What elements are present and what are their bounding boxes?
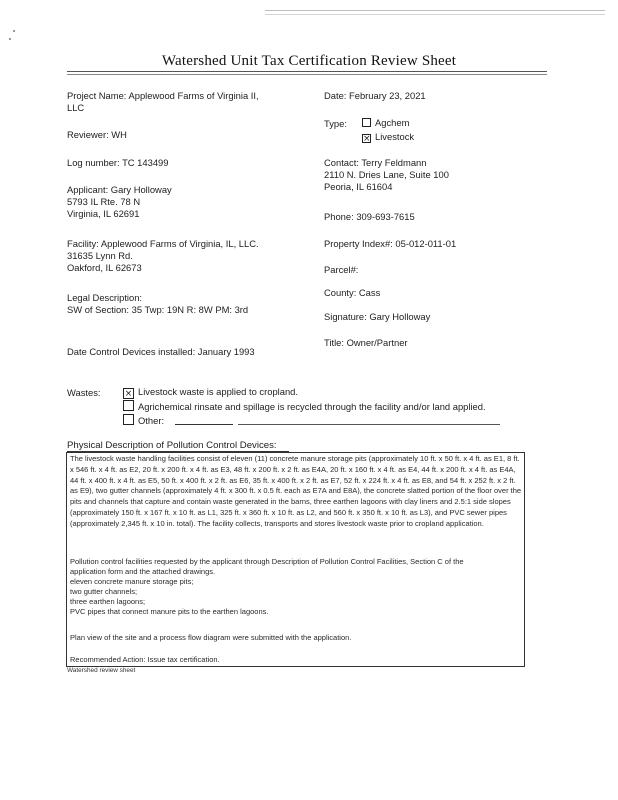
county: County: Cass xyxy=(324,287,381,298)
review-date: Date: February 23, 2021 xyxy=(324,90,426,101)
waste-other-checkbox[interactable] xyxy=(123,414,134,425)
recommended-action: Recommended Action: Issue tax certification. xyxy=(70,655,220,664)
scan-edge-line xyxy=(265,10,605,11)
reviewer: Reviewer: WH xyxy=(67,129,127,140)
legal-description-value: SW of Section: 35 Twp: 19N R: 8W PM: 3rd xyxy=(67,304,249,315)
document-title: Watershed Unit Tax Certification Review Sheet xyxy=(161,53,457,69)
waste-livestock-checkbox[interactable]: × xyxy=(124,389,133,399)
signature: Signature: Gary Holloway xyxy=(324,311,431,322)
facility-list-item: three earthen lagoons; xyxy=(70,597,146,606)
plan-view-note: Plan view of the site and a process flow diagram were submitted with the application. xyxy=(70,633,352,642)
waste-option-livestock-label: Livestock waste is applied to cropland. xyxy=(138,386,298,397)
date-installed: Date Control Devices installed: January 1993 xyxy=(67,346,255,357)
parcel-number: Parcel#: xyxy=(324,264,359,275)
waste-agrichemical-checkbox[interactable] xyxy=(123,400,134,411)
signer-title: Title: Owner/Partner xyxy=(324,337,408,348)
legal-description-label: Legal Description: xyxy=(67,292,143,303)
waste-option-other-label: Other: xyxy=(138,415,165,426)
waste-option-agrichemical xyxy=(123,400,486,413)
log-number: Log number: TC 143499 xyxy=(67,157,169,168)
applicant-city: Virginia, IL 62691 xyxy=(67,208,140,219)
phone: Phone: 309-693-7615 xyxy=(324,211,415,222)
requested-facilities-line1: Pollution control facilities requested by the applicant through Description of Pollution Control Facilities, Section C of the xyxy=(70,557,464,566)
property-index: Property Index#: 05-012-011-01 xyxy=(324,238,457,249)
type-agchem xyxy=(362,117,409,129)
title-divider xyxy=(67,71,547,72)
physical-description-paragraph: The livestock waste handling facilities consist of eleven (11) concrete manure storage pits (approximately 10 ft. x 50 ft. x 4 ft. as E1, 8 ft. x 546 ft. x 4 ft. as E2, 20 ft. x 200 ft. x 4 ft. as E3, 48 ft. x 200 ft. x 2 ft. as E4A, 20 ft. x 160 ft. x 4 ft. as E4, 44 ft. x 200 ft. x 4 ft. as E4A, 44 ft. x 400 ft. x 4 ft. as E5, 50 ft. x 400 ft. x 2 ft. as E6, 35 ft. x 400 ft. x 2 ft. as E7, 52 ft. x 224 ft. x 4 ft. as E8, and 54 ft. x 252 ft. x 2 ft. as E9), two gutter channels (approximately 4 ft. x 300 ft. x 0.5 ft. each as E7A and E8A), the concrete slatted portion of the floor over the pits and channels that capture and contain waste generated in the barns, three earthen lagoons with clay liners and 2.5:1 side slopes (approximately 150 ft. x 167 ft. x 10 ft. as L1, 325 ft. x 360 ft. x 10 ft. as L2, and 560 ft. x 350 ft. x 10 ft. as L3), and PVC sewer pipes (approximately 2,345 ft. x 10 in. total). The facility collects, transports and stores livestock waste prior to cropland application. xyxy=(70,454,522,528)
livestock-checkbox[interactable]: × xyxy=(363,134,371,144)
project-name-cont: LLC xyxy=(67,102,85,113)
scan-speck xyxy=(13,30,15,32)
facility-list-item: PVC pipes that connect manure pits to the earthen lagoons. xyxy=(70,607,269,616)
project-name: Project Name: Applewood Farms of Virginia II, xyxy=(67,90,259,101)
type-agchem-label: Agchem xyxy=(375,117,410,128)
other-blank-line-extended xyxy=(238,424,500,425)
title-divider xyxy=(67,74,547,75)
applicant-name: Applicant: Gary Holloway xyxy=(67,184,172,195)
type-label: Type: xyxy=(324,118,347,129)
physical-description-box xyxy=(66,452,525,667)
agchem-checkbox[interactable] xyxy=(362,118,371,127)
waste-option-other xyxy=(123,414,164,427)
facility-list-item: two gutter channels; xyxy=(70,587,138,596)
waste-option-livestock xyxy=(123,386,298,399)
facility-street: 31635 Lynn Rd. xyxy=(67,250,133,261)
contact-street: 2110 N. Dries Lane, Suite 100 xyxy=(324,169,449,180)
other-blank-line xyxy=(175,424,233,425)
physical-description-heading: Physical Description of Pollution Control Devices: xyxy=(67,440,277,451)
facility-city: Oakford, IL 62673 xyxy=(67,262,142,273)
type-livestock xyxy=(362,131,414,143)
requested-facilities-line2: application form and the attached drawings. xyxy=(70,567,216,576)
waste-option-agrichemical-label: Agrichemical rinsate and spillage is recycled through the facility and/or land applied. xyxy=(138,401,486,412)
scan-speck xyxy=(9,38,11,40)
type-livestock-label: Livestock xyxy=(375,131,415,142)
applicant-street: 5793 IL Rte. 78 N xyxy=(67,196,141,207)
facility-list-item: eleven concrete manure storage pits; xyxy=(70,577,194,586)
footer-note: Watershed review sheet xyxy=(67,667,136,674)
contact-city: Peoria, IL 61604 xyxy=(324,181,393,192)
scan-edge-line xyxy=(265,14,605,15)
contact-name: Contact: Terry Feldmann xyxy=(324,157,427,168)
wastes-label: Wastes: xyxy=(67,387,101,398)
facility-name: Facility: Applewood Farms of Virginia, IL, LLC. xyxy=(67,238,259,249)
